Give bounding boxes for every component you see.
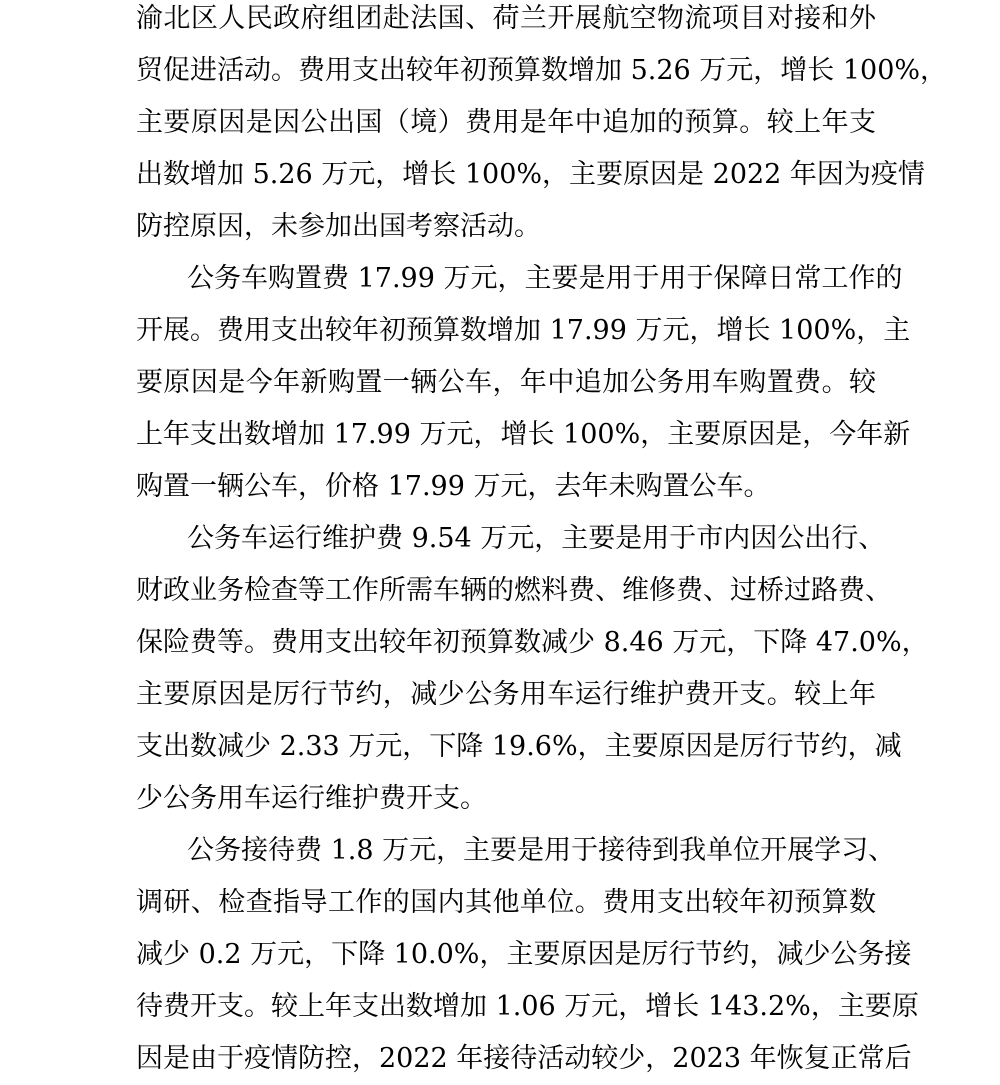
text-line: 开展。费用支出较年初预算数增加 17.99 万元，增长 100%，主	[136, 315, 911, 346]
paragraph-first-line: 公务车运行维护费 9.54 万元，主要是用于市内因公出行、	[187, 523, 886, 554]
text-line: 少公务用车运行维护费开支。	[136, 783, 487, 814]
text-line: 调研、检查指导工作的国内其他单位。费用支出较年初预算数	[136, 887, 876, 918]
text-line: 购置一辆公车，价格 17.99 万元，去年未购置公车。	[136, 471, 771, 502]
text-line: 财政业务检查等工作所需车辆的燃料费、维修费、过桥过路费、	[136, 575, 892, 606]
text-line: 待费开支。较上年支出数增加 1.06 万元，增长 143.2%，主要原	[136, 991, 919, 1022]
paragraph-first-line: 公务接待费 1.8 万元，主要是用于接待到我单位开展学习、	[187, 835, 896, 866]
text-line: 减少 0.2 万元，下降 10.0%，主要原因是厉行节约，减少公务接	[136, 939, 912, 970]
text-line: 上年支出数增加 17.99 万元，增长 100%，主要原因是，今年新	[136, 419, 911, 450]
text-line: 防控原因，未参加出国考察活动。	[136, 211, 541, 242]
text-line: 渝北区人民政府组团赴法国、荷兰开展航空物流项目对接和外	[136, 3, 876, 34]
text-line: 支出数减少 2.33 万元，下降 19.6%，主要原因是厉行节约，减	[136, 731, 902, 762]
text-line: 主要原因是因公出国（境）费用是年中追加的预算。较上年支	[136, 107, 876, 138]
text-line: 保险费等。费用支出较年初预算数减少 8.46 万元，下降 47.0%，	[136, 627, 929, 658]
text-line: 出数增加 5.26 万元，增长 100%，主要原因是 2022 年因为疫情	[136, 159, 925, 190]
paragraph-first-line: 公务车购置费 17.99 万元，主要是用于用于保障日常工作的	[187, 263, 903, 294]
text-line: 主要原因是厉行节约，减少公务用车运行维护费开支。较上年	[136, 679, 876, 710]
text-line: 因是由于疫情防控，2022 年接待活动较少，2023 年恢复正常后	[136, 1043, 912, 1074]
text-line: 贸促进活动。费用支出较年初预算数增加 5.26 万元，增长 100%，	[136, 55, 948, 86]
text-line: 要原因是今年新购置一辆公车，年中追加公务用车购置费。较	[136, 367, 876, 398]
